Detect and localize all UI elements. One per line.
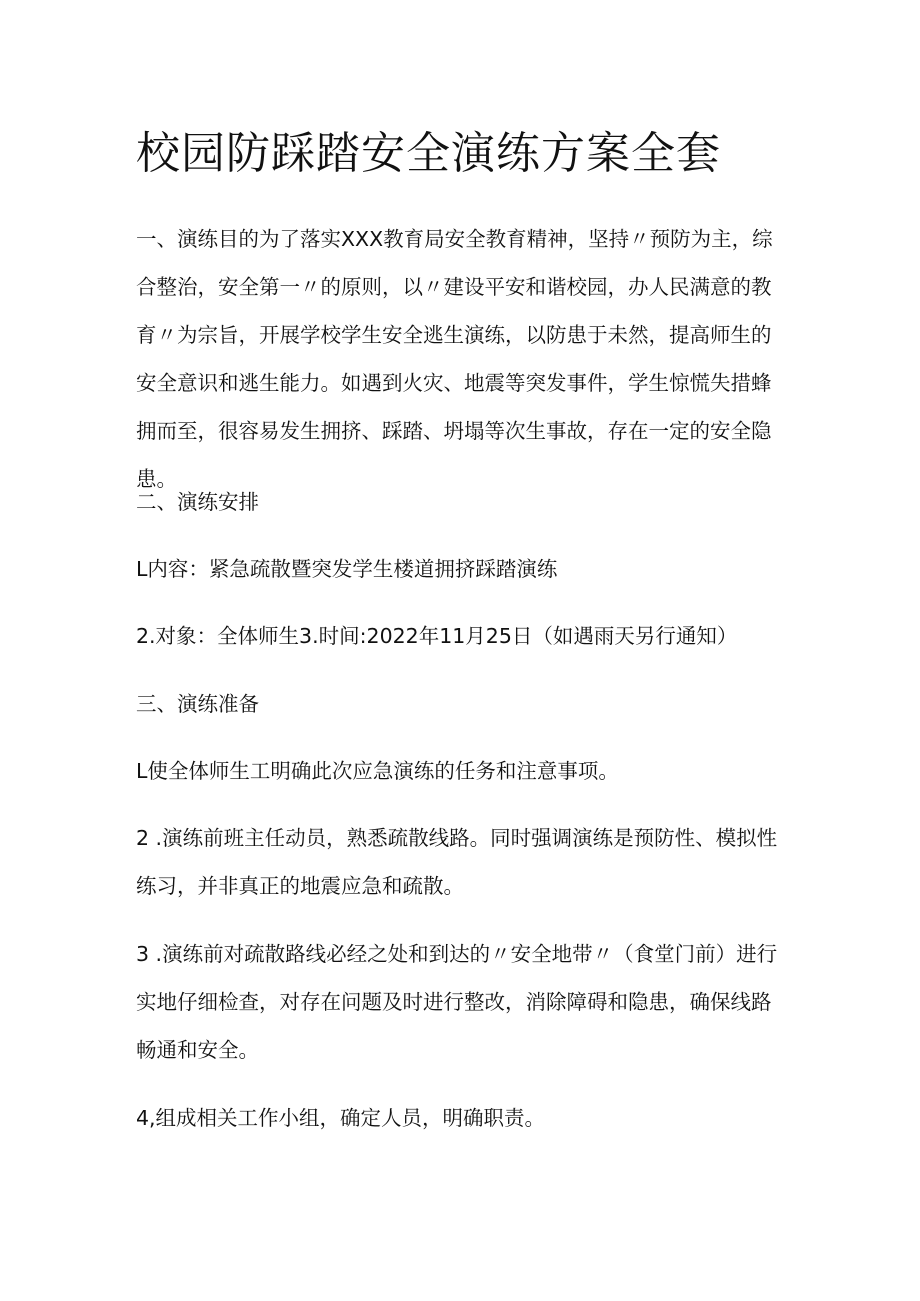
section-purpose-paragraph: 一、演练目的为了落实XXX教育局安全教育精神，坚持〃预防为主，综合整治，安全第一〃的原则，以〃建设平安和谐校园，办人民满意的教育〃为宗旨，开展学校学生安全逃生演练，以防患于未然，提高师生的安全意识和逃生能力。如遇到火灾、地震等突发事件，学生惊慌失措蜂拥而至，很容易发生拥挤、踩踏、坍塌等次生事故，存在一定的安全隐患。 — [136, 227, 773, 491]
preparation-item-2: 2 .演练前班主任动员，熟悉疏散线路。同时强调演练是预防性、模拟性练习，并非真正的地震应急和疏散。 — [136, 826, 778, 898]
preparation-item-3: 3 .演练前对疏散路线必经之处和到达的〃安全地带〃（食堂门前）进行实地仔细检查，对存在问题及时进行整改，消除障碍和隐患，确保线路畅通和安全。 — [136, 942, 778, 1062]
preparation-item-1: L使全体师生工明确此次应急演练的任务和注意事项。 — [136, 759, 619, 783]
arrangement-content-item: L内容：紧急疏散暨突发学生楼道拥挤踩踏演练 — [136, 557, 558, 581]
preparation-item-4: 4,组成相关工作小组，确定人员，明确职责。 — [136, 1106, 546, 1130]
arrangement-target-time-item: 2.对象：全体师生3.时间:2022年11月25日（如遇雨天另行通知） — [136, 624, 738, 648]
section-arrangement-heading: 二、演练安排 — [136, 490, 259, 514]
section-preparation-heading: 三、演练准备 — [136, 692, 259, 716]
document-title: 校园防踩踏安全演练方案全套 — [136, 128, 721, 179]
